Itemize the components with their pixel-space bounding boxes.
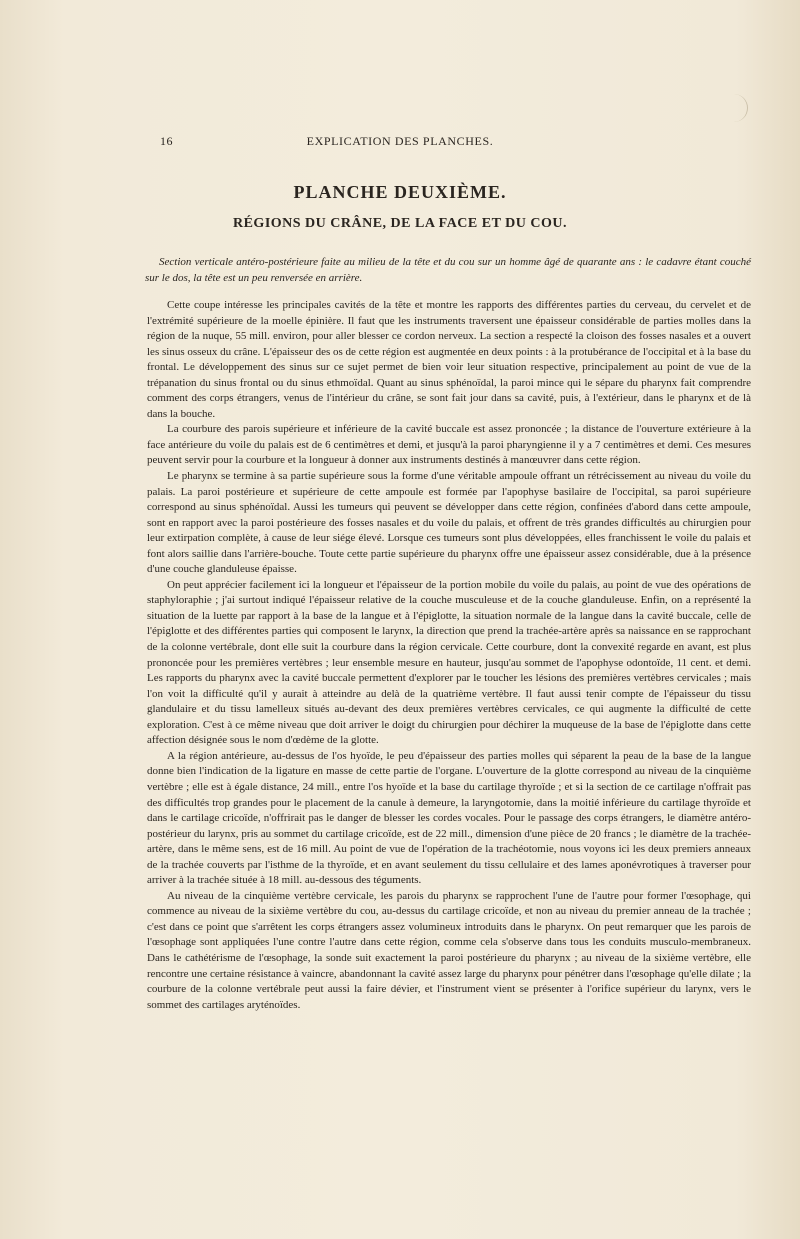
paragraph: Le pharynx se termine à sa partie supérieure sous la forme d'une véritable ampoule offrant un rétrécissement au niveau du voile du palais. La paroi postérieure et supérieure de cette ampoule est formée par l'apophyse basilaire de l'occipital, sa paroi supérieure correspond au sinus sphénoïdal. Aussi les tumeurs qui peuvent se développer dans cette région, confinées d'abord dans cette ampoule, sont en rapport avec la paroi postérieure des fosses nasales et du voile du palais, et offrent de très grandes difficultés au chirurgien pour leur extirpation complète, à cause de leur siége élevé. Lorsque ces tumeurs sont plus développées, elles franchissent le voile du palais et font alors saillie dans l'arrière-bouche. Toute cette partie supérieure du pharynx offre une épaisseur assez considérable, due à la présence d'une couche glanduleuse épaisse. [147, 470, 751, 576]
body-text [147, 298, 751, 1013]
running-head [160, 134, 640, 152]
section-caption: Section verticale antéro-postérieure faite au milieu de la tête et du cou sur un homme âgé de quarante ans : le cadavre étant couché sur le dos, la tête est un peu renversée en arrière. [145, 256, 751, 284]
plate-title: PLANCHE DEUXIÈME. [293, 182, 507, 202]
paragraph: Au niveau de la cinquième vertèbre cervicale, les parois du pharynx se rapprochent l'une de l'autre pour former l'œsophage, qui commence au niveau de la sixième vertèbre du cou, au-dessus du cartilage cricoïde, et non au niveau du premier anneau de la trachée ; c'est dans ce point que s'arrêtent les corps étrangers assez volumineux introduits dans le pharynx. On peut remarquer que les parois de l'œsophage sont appliquées l'une contre l'autre dans cette région, comme cela s'observe dans tous les conduits musculo-membraneux. Dans le cathétérisme de l'œsophage, la sonde suit exactement la paroi postérieure du pharynx ; au niveau de la sixième vertèbre, elle rencontre une certaine résistance à vaincre, abandonnant la cavité assez large du pharynx pour pénétrer dans l'œsophage qu'elle dilate ; la courbure de la colonne vertébrale peut aussi la faire dévier, et l'instrument vient se présenter à l'orifice supérieur du larynx, vers le sommet des cartilages aryténoïdes. [147, 889, 751, 1011]
paragraph: On peut apprécier facilement ici la longueur et l'épaisseur de la portion mobile du voile du palais, au point de vue des opérations de staphyloraphie ; j'ai surtout indiqué l'épaisseur relative de la couche musculeuse et de la couche glanduleuse. Enfin, on a représenté la situation de la luette par rapport à la base de la langue et à l'épiglotte, la situation normale de la langue dans la cavité buccale, celle de l'épiglotte et des différentes parties qui composent le larynx, la direction que prend la trachée-artère après sa naissance en se rapprochant de la colonne vertébrale, dont elle suit la courbure dans la région cervicale. Cette courbure, dont la convexité regarde en avant, est plus prononcée pour les premières vertèbres ; leur ensemble mesure en hauteur, jusqu'au sommet de l'apophyse odontoïde, 11 cent. et demi. Les rapports du pharynx avec la cavité buccale permettent d'explorer par le toucher les lésions des premières vertèbres cervicales ; mais l'on voit la difficulté qu'il y aurait à atteindre au delà de la quatrième vertèbre. Il faut aussi tenir compte de l'épaisseur du tissu glandulaire et du tissu lamelleux situés au-devant des deux premières vertèbres cervicales, ce qui augmente la difficulté de cette exploration. C'est à ce même niveau que doit arriver le doigt du chirurgien pour déchirer la muqueuse de la base de l'épiglotte dans cette affection désignée sous le nom d'œdème de la glotte. [147, 578, 751, 747]
paragraph: A la région antérieure, au-dessus de l'os hyoïde, le peu d'épaisseur des parties molles qui séparent la peau de la base de la langue donne bien l'indication de la ligature en masse de cette partie de l'organe. L'ouverture de la glotte correspond au niveau de la cinquième vertèbre ; elle est à égale distance, 24 mill., entre l'os hyoïde et la base du cartilage thyroïde ; et si la section de ce cartilage n'offrait pas des difficultés trop grandes pour le placement de la canule à demeure, la laryngotomie, dans la moitié inférieure du cartilage thyroïde et dans le cartilage cricoïde, n'offrirait pas le danger de blesser les cordes vocales. Pour le passage des corps étrangers, le diamètre antéro-postérieur du larynx, pris au sommet du cartilage cricoïde, est de 22 mill., dimension d'une pièce de 20 francs ; le diamètre de la trachée-artère, dans le même sens, est de 16 mill. Au point de vue de l'opération de la trachéotomie, nous voyons ici les deux premiers anneaux de la trachée couverts par l'isthme de la thyroïde, et en avant seulement du tissu cellulaire et des lames aponévrotiques à traverser pour arriver à la trachée située à 18 mill. au-dessous des téguments. [147, 749, 751, 887]
paragraph: La courbure des parois supérieure et inférieure de la cavité buccale est assez prononcée ; la distance de l'ouverture extérieure à la face antérieure du voile du palais est de 6 centimètres et demi, et jusqu'à la paroi pharyngienne il y a 7 centimètres et demi. Ces mesures peuvent servir pour la courbure et la longueur à donner aux instruments destinés à manœuvrer dans cette région. [147, 423, 751, 467]
plate-subtitle: RÉGIONS DU CRÂNE, DE LA FACE ET DU COU. [232, 216, 568, 231]
running-title: EXPLICATION DES PLANCHES. [306, 134, 494, 148]
page-number: 16 [160, 134, 173, 148]
page-edge-mark [733, 94, 748, 122]
paragraph: Cette coupe intéresse les principales cavités de la tête et montre les rapports des différentes parties du cerveau, du cervelet et de l'extrémité supérieure de la moelle épinière. Il faut que les instruments traversent une épaisseur considérable de parties molles dans la région de la nuque, 55 mill. environ, pour aller blesser ce cordon nerveux. La section a respecté la cloison des fosses nasales et a ouvert les sinus osseux du crâne. L'épaisseur des os de cette région est augmentée en deux points : à la protubérance de l'occipital et à la base du frontal. Le développement des sinus sur ce sujet permet de bien voir leur situation respective, principalement au point de vue de la trépanation du sinus frontal ou du sinus ethmoïdal. Quant au sinus sphénoïdal, la paroi mince qui le sépare du pharynx fait comprendre comment des corps étrangers, venus de l'intérieur du crâne, se sont fait jour dans sa cavité, puis, à l'extérieur, dans le pharynx et de là dans la bouche. [147, 299, 751, 420]
